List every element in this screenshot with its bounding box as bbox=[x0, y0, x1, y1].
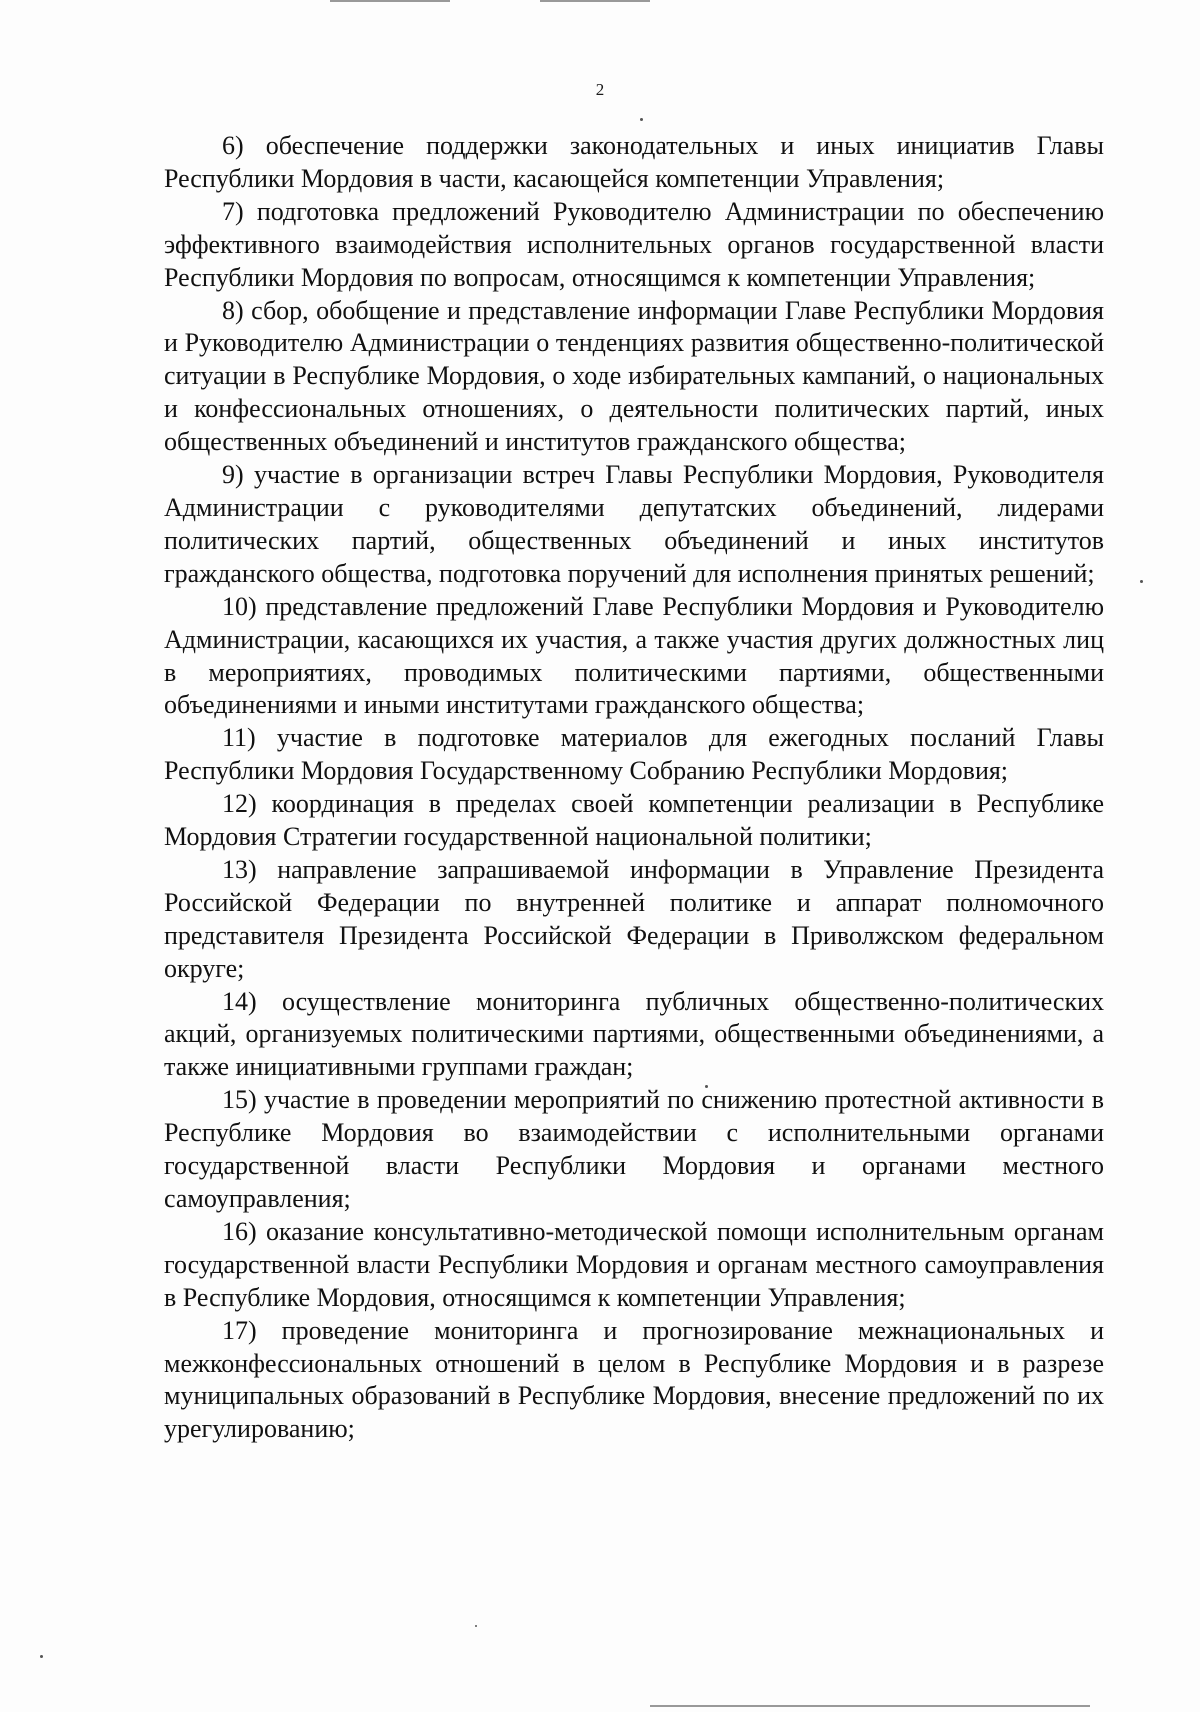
list-item: 16) оказание консультативно-методической помощи исполнительным органам государственной власти Республики Мордовия и органам местного самоуправления в Республике Мордовия, относящимся к компетенции Управления; bbox=[164, 1216, 1104, 1312]
list-item: 10) представление предложений Главе Республики Мордовия и Руководителю Администрации, касающихся их участия, а также участия других должностных лиц в мероприятиях, проводимых политическими партиями, общественными объединениями и иными институтами гражданского общества; bbox=[164, 591, 1104, 720]
scan-speck bbox=[40, 1655, 43, 1658]
list-item: 11) участие в подготовке материалов для ежегодных посланий Главы Республики Мордовия Государственному Собранию Республики Мордовия; bbox=[164, 723, 1104, 786]
scan-artifact-bottom bbox=[650, 1705, 1090, 1707]
scan-speck bbox=[640, 118, 643, 121]
list-item: 12) координация в пределах своей компетенции реализации в Республике Мордовия Стратегии государственной национальной политики; bbox=[164, 789, 1104, 852]
list-item: 7) подготовка предложений Руководителю Администрации по обеспечению эффективного взаимодействия исполнительных органов государственной власти Республики Мордовия по вопросам, относящимся к компетенции Управления; bbox=[164, 196, 1104, 292]
scan-artifact-top bbox=[330, 0, 450, 2]
list-item: 8) сбор, обобщение и представление информации Главе Республики Мордовия и Руководителю Администрации о тенденциях развития общественно-политической ситуации в Республике Мордовия, о ходе избирательных кампаний, о национальных и конфессиональных отношениях, о деятельности политических партий, иных общественных объединений и институтов гражданского общества; bbox=[164, 295, 1104, 457]
page-number: 2 bbox=[595, 80, 605, 99]
scan-speck bbox=[475, 1625, 477, 1627]
list-item: 6) обеспечение поддержки законодательных и иных инициатив Главы Республики Мордовия в части, касающейся компетенции Управления; bbox=[164, 131, 1104, 193]
list-item: 17) проведение мониторинга и прогнозирование межнациональных и межконфессиональных отношений в целом в Республике Мордовия и в разрезе муниципальных образований в Республике Мордовия, внесение предложений по их урегулированию; bbox=[164, 1315, 1104, 1444]
document-body bbox=[164, 130, 1104, 1446]
list-item: 13) направление запрашиваемой информации в Управление Президента Российской Федерации по внутренней политике и аппарат полномочного представителя Президента Российской Федерации в Приволжском федеральном округе; bbox=[164, 854, 1104, 983]
list-item: 15) участие в проведении мероприятий по снижению протестной активности в Республике Мордовия во взаимодействии с исполнительными органами государственной власти Республики Мордовия и органами местного самоуправления; bbox=[164, 1085, 1104, 1213]
list-item: 14) осуществление мониторинга публичных общественно-политических акций, организуемых политическими партиями, общественными объединениями, а также инициативными группами граждан; bbox=[164, 986, 1104, 1082]
scan-speck bbox=[1140, 580, 1143, 583]
list-item: 9) участие в организации встреч Главы Республики Мордовия, Руководителя Администрации с руководителями депутатских объединений, лидерами политических партий, общественных объединений и иных институтов гражданского общества, подготовка поручений для исполнения принятых решений; bbox=[164, 460, 1104, 588]
scan-artifact-top-2 bbox=[540, 0, 650, 2]
